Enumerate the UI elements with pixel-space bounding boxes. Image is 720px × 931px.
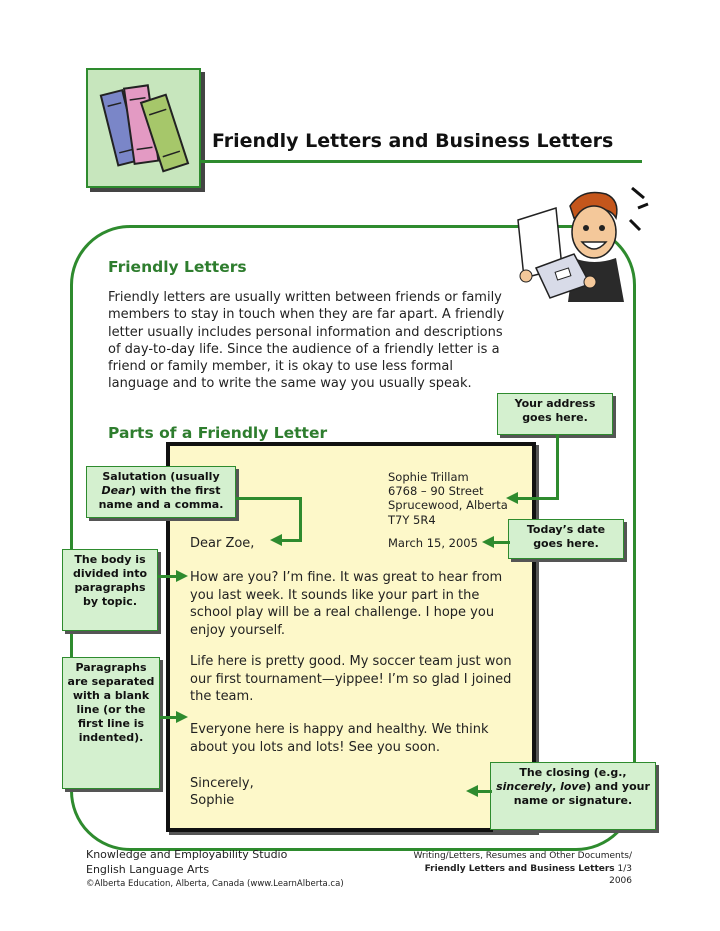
address-line: Sophie Trillam [388,470,469,484]
friendly-letters-heading: Friendly Letters [108,258,247,276]
footer-path: Writing/Letters, Resumes and Other Documents/ [413,851,632,861]
letter-salutation: Dear Zoe, [190,536,255,551]
cartoon-reader-illustration [512,184,662,302]
letter-paragraph: Life here is pretty good. My soccer team just won our first tournament—yippee! I’m so glad I joined the team. [190,654,512,704]
letter-paragraph: How are you? I’m fine. It was great to hear from you last week. It sounds like your part in the school play will be a real challenge. I hope you enjoy yourself. [190,570,503,638]
callout-closing: The closing (e.g., sincerely, love) and your name or signature. [490,762,656,830]
arrow-left-icon [466,785,478,797]
letter-paragraph: Everyone here is happy and healthy. We think about you lots and lots! See you soon. [190,722,489,755]
connector-line [299,497,302,542]
parts-heading: Parts of a Friendly Letter [108,424,328,442]
connector-line [280,539,302,542]
arrow-right-icon [176,711,188,723]
footer-right [414,850,632,888]
callout-paragraphs: Paragraphs are separated with a blank line (or the first line is indented). [62,657,160,789]
page-title: Friendly Letters and Business Letters [212,130,614,152]
footer-left [86,848,344,892]
callout-salutation: Salutation (usually Dear) with the first name and a comma. [86,466,236,518]
books-icon-box [86,68,201,188]
books-icon [88,70,199,186]
callout-body: The body is divided into paragraphs by topic. [62,549,158,631]
footer-year: 2006 [609,876,632,886]
connector-line [236,497,302,500]
address-line: 6768 – 90 Street [388,484,484,499]
friendly-letters-body: Friendly letters are usually written between friends or family members to stay in touch when they are far apart. A friendly letter usually includes personal information and descriptions of day-to-day life. Since the audience of a friendly letter is a friend or family member, it is okay to use less formal language and to write the same way you usually speak. [108,290,505,392]
footer-doc-title: Friendly Letters and Business Letters 1/3 [424,863,632,874]
footer-subject: English Language Arts [86,862,210,876]
letter-address [388,470,508,527]
address-line: T7Y 5R4 [388,512,436,527]
arrow-left-icon [270,534,282,546]
callout-date: Today’s date goes here. [508,519,624,559]
footer-studio: Knowledge and Employability Studio [86,848,288,861]
address-line: Sprucewood, Alberta [388,498,508,513]
arrow-right-icon [176,570,188,582]
connector-line [158,575,178,578]
footer-copyright: ©Alberta Education, Alberta, Canada (www.LearnAlberta.ca) [86,879,344,889]
arrow-left-icon [482,536,494,548]
connector-line [556,435,559,499]
title-rule [200,160,642,163]
letter-signature: Sophie [190,793,235,808]
arrow-left-icon [506,492,518,504]
callout-address: Your address goes here. [497,393,613,435]
connector-line [516,497,559,500]
letter-closing: Sincerely, [190,776,254,791]
letter-date: March 15, 2005 [388,536,478,550]
page-number: 1/3 [617,863,632,874]
